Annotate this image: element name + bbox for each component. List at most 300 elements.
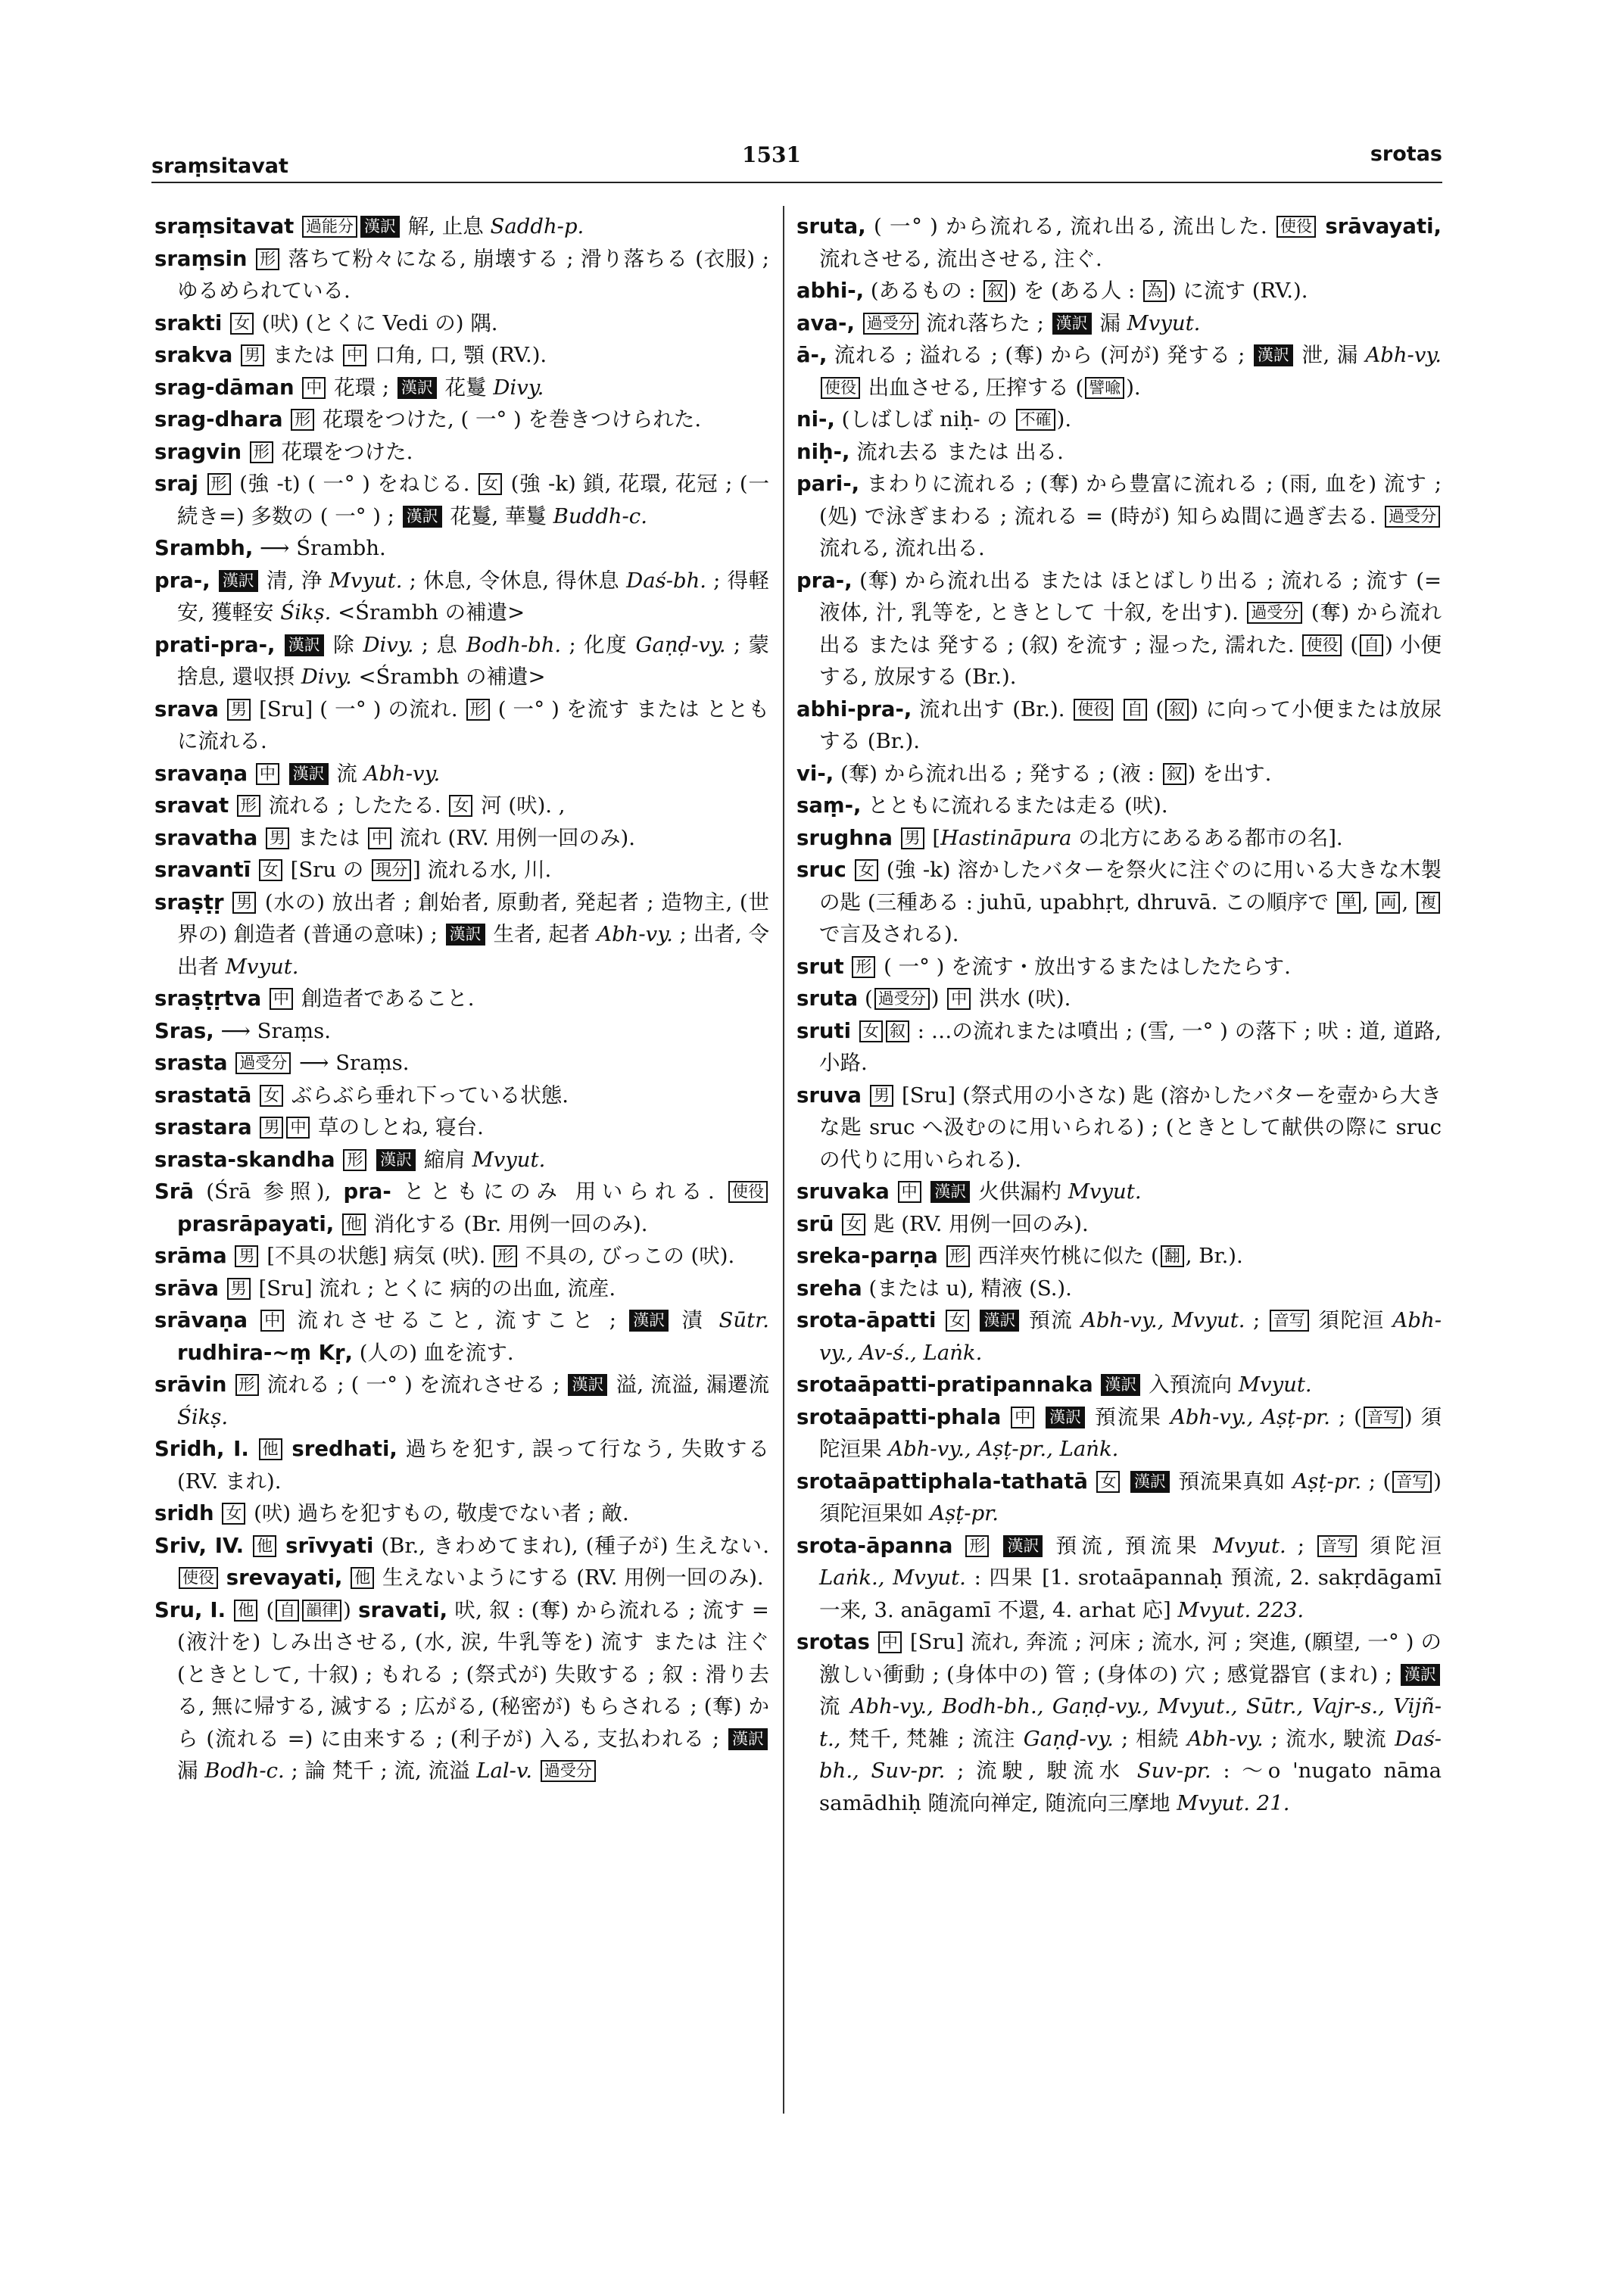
dictionary-entry	[796, 1208, 1442, 1241]
source-ref: Sūtr.	[718, 1308, 769, 1332]
grammar-tag: 過受分	[541, 1760, 596, 1782]
running-head-left: sraṃsitavat	[151, 154, 288, 178]
dictionary-entry	[154, 243, 769, 307]
entry-text: [Sru] ( 一° ) の流れ.	[252, 696, 465, 721]
entry-text	[281, 762, 288, 786]
dictionary-entry	[154, 790, 769, 822]
grammar-tag: 使役	[1276, 216, 1316, 238]
source-ref: Gaṇḍ-vy.	[1023, 1726, 1114, 1751]
translation-tag: 漢訳	[285, 634, 324, 656]
entry-text: ] 流れる水, 川.	[413, 858, 552, 882]
grammar-tag: 形	[343, 1149, 366, 1171]
entry-text: (しばしば niḥ- の	[841, 407, 1015, 431]
entry-text	[971, 1308, 979, 1332]
grammar-tag: 男	[241, 344, 264, 366]
entry-text: 須陀洹	[1310, 1308, 1393, 1332]
grammar-tag: 複	[1417, 892, 1440, 914]
entry-text: ) 小便する, 放尿する (Br.).	[819, 632, 1442, 689]
grammar-tag: 中	[1011, 1407, 1034, 1428]
entry-headword: srotaāpattiphala-tathatā	[796, 1469, 1088, 1494]
translation-tag: 漢訳	[1052, 313, 1092, 335]
translation-tag: 漢訳	[1003, 1535, 1043, 1557]
grammar-tag: 男	[235, 1245, 258, 1267]
source-ref: Mvyut.	[1238, 1372, 1312, 1397]
entry-text: ,	[1361, 889, 1376, 914]
entry-headword: niḥ-,	[796, 439, 850, 464]
translation-tag: 漢訳	[1254, 344, 1293, 366]
entry-text: (	[1343, 632, 1359, 657]
grammar-tag: 音写	[1317, 1535, 1357, 1557]
entry-headword: sraj	[154, 472, 198, 496]
source-ref: Bodh-c.	[204, 1759, 285, 1783]
grammar-tag: 音写	[1270, 1310, 1309, 1332]
entry-text: で言及される).	[819, 922, 959, 946]
entry-text: 入預流向	[1142, 1372, 1239, 1397]
entry-text: ; 化度	[561, 632, 636, 657]
entry-text: 過ちを犯す, 誤って行なう, 失敗する (RV. まれ).	[177, 1437, 769, 1494]
grammar-tag: 形	[291, 409, 314, 431]
entry-text	[1317, 214, 1325, 238]
entry-text: 流れ落ちた ;	[919, 310, 1051, 335]
entry-text: 火供漏杓	[971, 1179, 1068, 1204]
entry-headword: vi-,	[796, 761, 834, 786]
entry-text: 流れさせる, 流出させる, 注ぐ.	[819, 246, 1102, 271]
entry-text	[990, 1534, 1002, 1558]
dictionary-entry	[154, 339, 769, 372]
entry-text: (Śrā 参照),	[206, 1179, 344, 1204]
translation-tag: 漢訳	[1401, 1664, 1440, 1686]
dictionary-entry	[796, 565, 1442, 693]
form-word: rudhira-~ṃ Kṛ,	[177, 1340, 353, 1365]
entry-text: [不具の状態] 病気 (吠).	[260, 1244, 493, 1268]
entry-text: [	[925, 825, 941, 850]
entry-text: (奪) から流れ出る ; 発する ; (液 :	[840, 761, 1161, 786]
entry-text: (	[864, 986, 873, 1011]
entry-text: (強 -t) ( 一° ) をねじる.	[232, 472, 478, 496]
entry-headword: Sru, I.	[154, 1597, 226, 1622]
grammar-tag: 中	[947, 988, 971, 1010]
grammar-tag: 他	[342, 1213, 366, 1235]
entry-text	[284, 1437, 292, 1461]
entry-text: (水の) 放出者 ; 創始者, 原動者, 発起者 ; 造物主, (世界の) 創造者 (普通の意味) ;	[177, 889, 769, 946]
entry-headword: sraṃsitavat	[154, 214, 295, 238]
grammar-tag: 叙	[1163, 763, 1186, 785]
entry-headword: sreka-parṇa	[796, 1244, 938, 1268]
dictionary-entry	[796, 1015, 1442, 1080]
entry-text: 預流, 預流果	[1044, 1533, 1213, 1558]
dictionary-entry	[154, 1015, 769, 1048]
dictionary-entry	[154, 822, 769, 855]
entry-text	[1036, 1405, 1044, 1429]
source-ref: Mvyut.	[472, 1147, 546, 1172]
grammar-tag: 韻律	[302, 1600, 341, 1622]
entry-headword: Sridh, I.	[154, 1437, 249, 1461]
entry-text: ; 息	[413, 632, 466, 657]
entry-headword: srastatā	[154, 1083, 252, 1108]
entry-text: ).	[1056, 407, 1072, 431]
grammar-tag: 女	[859, 1020, 883, 1042]
entry-text	[532, 1759, 539, 1783]
grammar-tag: 男	[227, 1278, 251, 1300]
entry-text: ) に流す (RV.).	[1168, 279, 1308, 303]
entry-headword: sruva	[796, 1083, 862, 1108]
dictionary-entry	[796, 1369, 1442, 1401]
entry-text: [Sru の	[283, 858, 371, 882]
source-ref: Abh-vy.	[1186, 1726, 1264, 1751]
entry-text: ; 得軽安, 獲軽安	[177, 568, 769, 625]
dictionary-entry	[154, 983, 769, 1015]
entry-headword: pra-,	[154, 568, 210, 593]
entry-headword: sridh	[154, 1501, 214, 1525]
translation-tag: 漢訳	[1046, 1407, 1085, 1428]
grammar-tag: 音写	[1364, 1407, 1403, 1428]
form-word: srīvyati	[285, 1533, 374, 1558]
grammar-tag: 形	[237, 795, 260, 817]
grammar-tag: 中	[256, 763, 279, 785]
grammar-tag: 中	[286, 1117, 310, 1139]
dictionary-entry	[154, 532, 769, 565]
grammar-tag: 過受分	[863, 313, 918, 335]
source-ref: Gaṇḍ-vy.	[635, 632, 726, 657]
source-ref: Mvyut. 21.	[1177, 1790, 1290, 1815]
dictionary-entry	[154, 1273, 769, 1305]
source-ref: Suv-pr.	[1136, 1759, 1211, 1783]
dictionary-entry	[796, 1401, 1442, 1466]
grammar-tag: 女	[842, 1213, 865, 1235]
entry-text: <Śrambh の補遺>	[351, 665, 546, 689]
grammar-tag: 自	[1124, 699, 1147, 721]
entry-headword: srotaāpatti-phala	[796, 1404, 1002, 1429]
grammar-tag: 男	[901, 827, 924, 849]
entry-text: 梵千, 梵雑 ; 流注	[840, 1726, 1024, 1751]
entry-headword: Srambh,	[154, 536, 254, 560]
translation-tag: 漢訳	[289, 763, 329, 785]
right-column	[796, 210, 1442, 1819]
source-ref: Mvyut.	[1127, 310, 1201, 335]
entry-text: 泄, 漏	[1294, 343, 1366, 367]
dictionary-entry	[796, 822, 1442, 855]
entry-text: ( 一° ) を流す・放出するまたはしたたらす.	[877, 954, 1291, 979]
entry-text: , Br.).	[1185, 1244, 1243, 1268]
entry-headword: sruc	[796, 858, 846, 882]
dictionary-entry	[796, 275, 1442, 307]
entry-text: の北方にあるある都市の名].	[1071, 825, 1343, 850]
entry-text: 須陀洹	[1357, 1533, 1442, 1558]
source-ref: Buddh-c.	[553, 503, 647, 528]
entry-text: (奪) から流れ出る または ほとばしり出る ; 流れる ; 流す (= 液体, 汁, 乳等を, ときとして 十叙, を出す).	[819, 568, 1442, 625]
grammar-tag: 女	[259, 859, 282, 881]
entry-text: ;	[1286, 1533, 1316, 1558]
grammar-tag: 叙	[983, 280, 1007, 302]
grammar-tag: 単	[1337, 892, 1361, 914]
grammar-tag: 男	[260, 1117, 283, 1139]
entry-headword: sraṣṭṛ	[154, 889, 224, 914]
dictionary-entry	[796, 758, 1442, 790]
dictionary-entry	[796, 951, 1442, 983]
entry-headword: sruta	[796, 986, 859, 1011]
entry-text: ).	[1126, 375, 1141, 400]
dictionary-entry	[154, 1080, 769, 1112]
entry-text: (あるもの :	[870, 279, 983, 303]
grammar-tag: 不確	[1016, 409, 1055, 431]
dictionary-entry	[796, 854, 1442, 951]
form-word: srevayati,	[226, 1566, 343, 1590]
source-ref: Aṣṭ-pr.	[930, 1501, 999, 1525]
source-ref: Aṣṭ-pr.	[1292, 1469, 1362, 1494]
entry-text: ,	[1401, 889, 1416, 914]
source-ref: Divy.	[301, 665, 352, 689]
running-head-right: srotas	[1370, 142, 1442, 166]
grammar-tag: 両	[1376, 892, 1400, 914]
entry-headword: srotaāpatti-pratipannaka	[796, 1372, 1093, 1397]
translation-tag: 漢訳	[980, 1310, 1019, 1332]
entry-text: : 四果 [1. srotaāpannaḥ 預流, 2. sakṛdāgamī 一来, 3. anāgamī 不還, 4. arhat 応]	[819, 1566, 1442, 1622]
translation-tag: 漢訳	[219, 570, 258, 592]
grammar-tag: 譬喩	[1085, 377, 1124, 399]
dictionary-entry	[796, 1240, 1442, 1273]
entry-text: (	[259, 1597, 275, 1622]
entry-text: とともにのみ 用いられる.	[391, 1179, 728, 1204]
dictionary-entry	[154, 1530, 769, 1594]
header-rule	[151, 182, 1442, 183]
source-ref: Abh-vy.	[597, 922, 673, 946]
source-ref: Daś-bh., Suv-pr.	[819, 1726, 1442, 1783]
entry-text: (吠) (とくに Vedi の) 隅.	[255, 310, 498, 335]
entry-headword: sraṣṭṛtva	[154, 986, 262, 1011]
translation-tag: 漢訳	[397, 377, 437, 399]
grammar-tag: 使役	[728, 1181, 768, 1203]
grammar-tag: 中	[260, 1310, 284, 1332]
dictionary-entry	[154, 307, 769, 340]
entry-text: ; (	[1361, 1469, 1392, 1494]
entry-headword: pra-,	[796, 568, 853, 593]
entry-text: 溢, 流溢, 漏遷流	[609, 1372, 769, 1397]
grammar-tag: 音写	[1392, 1471, 1432, 1493]
entry-text: 清, 浄	[259, 568, 329, 593]
entry-text: [Sru] 流れ ; とくに 病的の出血, 流産.	[251, 1276, 616, 1301]
translation-tag: 漢訳	[568, 1374, 607, 1396]
grammar-tag: 過能分	[302, 216, 357, 238]
entry-text: 落ちて粉々になる, 崩壊する ; 滑り落ちる (衣服) ; ゆるめられている.	[177, 246, 769, 303]
dictionary-entry	[796, 790, 1442, 822]
grammar-tag: 女	[478, 473, 502, 495]
entry-text: (強 -k) 鎖, 花環, 花冠 ; (一続き=) 多数の ( 一° ) ;	[177, 472, 769, 528]
grammar-tag: 形	[852, 956, 875, 978]
entry-headword: srāvin	[154, 1372, 227, 1397]
entry-text: ; 相続	[1113, 1726, 1187, 1751]
entry-text: (奪) から流れ出る または 発する ; (叙) を流す ; 湿った, 濡れた.	[819, 600, 1442, 657]
entry-headword: srughna	[796, 825, 893, 850]
entry-text: ;	[1245, 1308, 1268, 1332]
entry-text: ) 須陀洹果如	[819, 1469, 1442, 1525]
dictionary-entry	[796, 210, 1442, 275]
entry-text: (	[1148, 696, 1164, 721]
entry-headword: srakva	[154, 343, 233, 367]
grammar-tag: 翻	[1161, 1245, 1184, 1267]
source-ref: Mvyut. 223.	[1177, 1597, 1304, 1622]
source-ref: Mvyut.	[1068, 1179, 1142, 1204]
form-word: pra-	[343, 1179, 391, 1204]
form-word: srāvayati,	[1325, 214, 1442, 238]
entry-headword: sragvin	[154, 439, 242, 464]
source-ref: Abh-vy., Av-ś., Laṅk.	[819, 1308, 1442, 1365]
entry-text: 消化する (Br. 用例一回のみ).	[366, 1211, 648, 1236]
entry-text: 出血させる, 圧搾する (	[862, 375, 1084, 400]
entry-text: 流れさせること, 流すこと ;	[285, 1308, 628, 1332]
dictionary-entry	[154, 854, 769, 886]
dictionary-entry	[796, 1176, 1442, 1208]
entry-text: 流れる ; 溢れる ; (奪) から (河が) 発する ;	[834, 343, 1252, 367]
entry-headword: srota-āpanna	[796, 1533, 953, 1558]
grammar-tag: 形	[946, 1245, 970, 1267]
entry-headword: sreha	[796, 1276, 862, 1301]
source-ref: Abh-vy., Aṣṭ-pr.	[1170, 1404, 1331, 1429]
grammar-tag: 叙	[886, 1020, 909, 1042]
dictionary-entry	[796, 1466, 1442, 1530]
entry-headword: srāvaṇa	[154, 1308, 248, 1332]
grammar-tag: 過受分	[235, 1052, 291, 1074]
dictionary-entry	[154, 886, 769, 983]
entry-text: (強 -k) 溶かしたバターを祭火に注ぐのに用いる大きな木製の匙 (三種ある : juhū, upabhṛt, dhruvā. この順序で	[819, 858, 1442, 914]
entry-text: )	[343, 1597, 359, 1622]
translation-tag: 漢訳	[930, 1181, 970, 1203]
dictionary-entry	[154, 1144, 769, 1176]
grammar-tag: 形	[207, 473, 231, 495]
entry-headword: srota-āpatti	[796, 1308, 937, 1332]
entry-text: 西洋夾竹桃に似た (	[971, 1244, 1159, 1268]
entry-headword: Srā	[154, 1179, 194, 1204]
grammar-tag: 中	[302, 377, 326, 399]
entry-headword: srava	[154, 696, 219, 721]
entry-headword: ava-,	[796, 310, 855, 335]
entry-text	[334, 1212, 341, 1236]
source-ref: Śikṣ.	[280, 600, 332, 625]
entry-text: 漬	[670, 1308, 719, 1332]
entry-headword: srut	[796, 954, 844, 979]
source-ref: Mvyut.	[225, 954, 299, 979]
entry-text: または	[266, 343, 341, 367]
entry-text: ) を出す.	[1187, 761, 1272, 786]
entry-text: ; (	[1330, 1404, 1362, 1429]
entry-text: (または u), 精液 (S.).	[868, 1276, 1072, 1301]
translation-tag: 漢訳	[376, 1149, 416, 1171]
dictionary-entry	[154, 1594, 769, 1787]
column-divider	[783, 206, 784, 2114]
grammar-tag: 女	[230, 313, 254, 335]
grammar-tag: 他	[253, 1535, 276, 1557]
dictionary-entry	[796, 403, 1442, 436]
entry-text: (Br., きわめてまれ), (種子が) 生えない.	[373, 1533, 769, 1558]
grammar-tag: 形	[256, 248, 279, 270]
grammar-tag: 中	[343, 344, 366, 366]
entry-text: 預流果真如	[1171, 1469, 1293, 1494]
grammar-tag: 形	[235, 1374, 259, 1396]
dictionary-entry	[796, 468, 1442, 565]
entry-text: ) に向って小便または放尿する (Br.).	[819, 696, 1442, 753]
entry-text: 除	[325, 632, 363, 657]
entry-headword: srāva	[154, 1276, 219, 1301]
entry-headword: srakti	[154, 310, 223, 335]
grammar-tag: 他	[351, 1567, 374, 1589]
grammar-tag: 女	[260, 1085, 283, 1107]
source-ref: Mvyut.	[329, 568, 403, 593]
entry-text: ) 須陀洹果	[819, 1404, 1442, 1461]
entry-text: (人の) 血を流す.	[352, 1340, 514, 1365]
dictionary-entry	[796, 983, 1442, 1015]
source-ref: Abh-vy., Mvyut.	[1080, 1308, 1245, 1332]
grammar-tag: 形	[250, 441, 273, 463]
source-ref: Divy.	[363, 632, 414, 657]
source-ref: Divy.	[493, 375, 544, 400]
grammar-tag: 形	[466, 699, 490, 721]
entry-text: )	[930, 986, 946, 1011]
entry-text: ; 蒙捨息, 還収摂	[177, 632, 770, 689]
dictionary-entry	[154, 1369, 769, 1433]
entry-headword: ā-,	[796, 343, 828, 367]
entry-text: 創造者であること.	[294, 986, 475, 1011]
entry-text: ) を (ある人 :	[1008, 279, 1142, 303]
entry-text: 縮肩	[417, 1147, 472, 1172]
dictionary-entry	[154, 565, 769, 629]
grammar-tag: 過受分	[1385, 506, 1440, 528]
entry-text: ⟶ Sraṃs.	[292, 1051, 410, 1075]
grammar-tag: 現分	[372, 859, 411, 881]
source-ref: Saddh-p.	[490, 214, 584, 238]
grammar-tag: 女	[222, 1503, 245, 1525]
grammar-tag: 女	[449, 795, 472, 817]
entry-text: 流れ出す (Br.).	[918, 696, 1073, 721]
dictionary-entry	[154, 1433, 769, 1497]
entry-headword: Sriv, IV.	[154, 1533, 245, 1558]
entry-text: とともに流れるまたは走る (吠).	[868, 793, 1168, 818]
form-word: prasrāpayati,	[177, 1211, 335, 1236]
entry-text: [Sru] 流れ, 奔流 ; 河床 ; 流水, 河 ; 突進, (願望, 一° ) の激しい衝動 ; (身体中の) 管 ; (身体の) 穴 ; 感覚器官 (まれ) ;	[819, 1630, 1442, 1687]
grammar-tag: 使役	[179, 1567, 218, 1589]
grammar-tag: 形	[965, 1535, 989, 1557]
entry-text: または	[291, 825, 366, 850]
grammar-tag: 男	[232, 892, 256, 914]
entry-text: ; 流駛, 駛流水	[945, 1759, 1137, 1783]
entry-text: 解, 止息	[401, 214, 491, 238]
dictionary-entry	[796, 1530, 1442, 1627]
entry-text: ; 出者, 令出者	[177, 922, 770, 979]
dictionary-entry	[796, 1304, 1442, 1369]
grammar-tag: 形	[494, 1245, 517, 1267]
entry-headword: srag-dāman	[154, 375, 295, 400]
entry-text: 預流果	[1086, 1404, 1170, 1429]
entry-text: 洪水 (吠).	[972, 986, 1071, 1011]
translation-tag: 漢訳	[446, 924, 485, 946]
grammar-tag: 叙	[1165, 699, 1189, 721]
entry-text	[1114, 697, 1122, 721]
dictionary-entry	[154, 436, 769, 469]
entry-text: 花環をつけた, ( 一° ) を巻きつけられた.	[316, 407, 702, 431]
entry-text: 花環をつけた.	[274, 439, 413, 464]
entry-text: 流れる ; したたる.	[261, 793, 448, 818]
source-ref: Laṅk., Mvyut.	[819, 1566, 966, 1590]
dictionary-entry	[796, 339, 1442, 403]
dictionary-entry	[154, 468, 769, 532]
source-ref: Bodh-bh.	[466, 632, 562, 657]
entry-text: 不具の, びっこの (吠).	[519, 1244, 735, 1268]
entry-text: まわりに流れる ; (奪) から豊富に流れる ; (雨, 血を) 流す ; (処) で泳ぎまわる ; 流れる = (時が) 知らぬ間に過ぎ去る.	[819, 472, 1442, 528]
grammar-tag: 自	[1360, 634, 1383, 656]
entry-text: 生者, 起者	[486, 922, 597, 946]
entry-headword: abhi-pra-,	[796, 696, 912, 721]
entry-text: ; 流水, 駛流	[1263, 1726, 1395, 1751]
grammar-tag: 男	[870, 1085, 893, 1107]
dictionary-entry	[154, 210, 769, 243]
